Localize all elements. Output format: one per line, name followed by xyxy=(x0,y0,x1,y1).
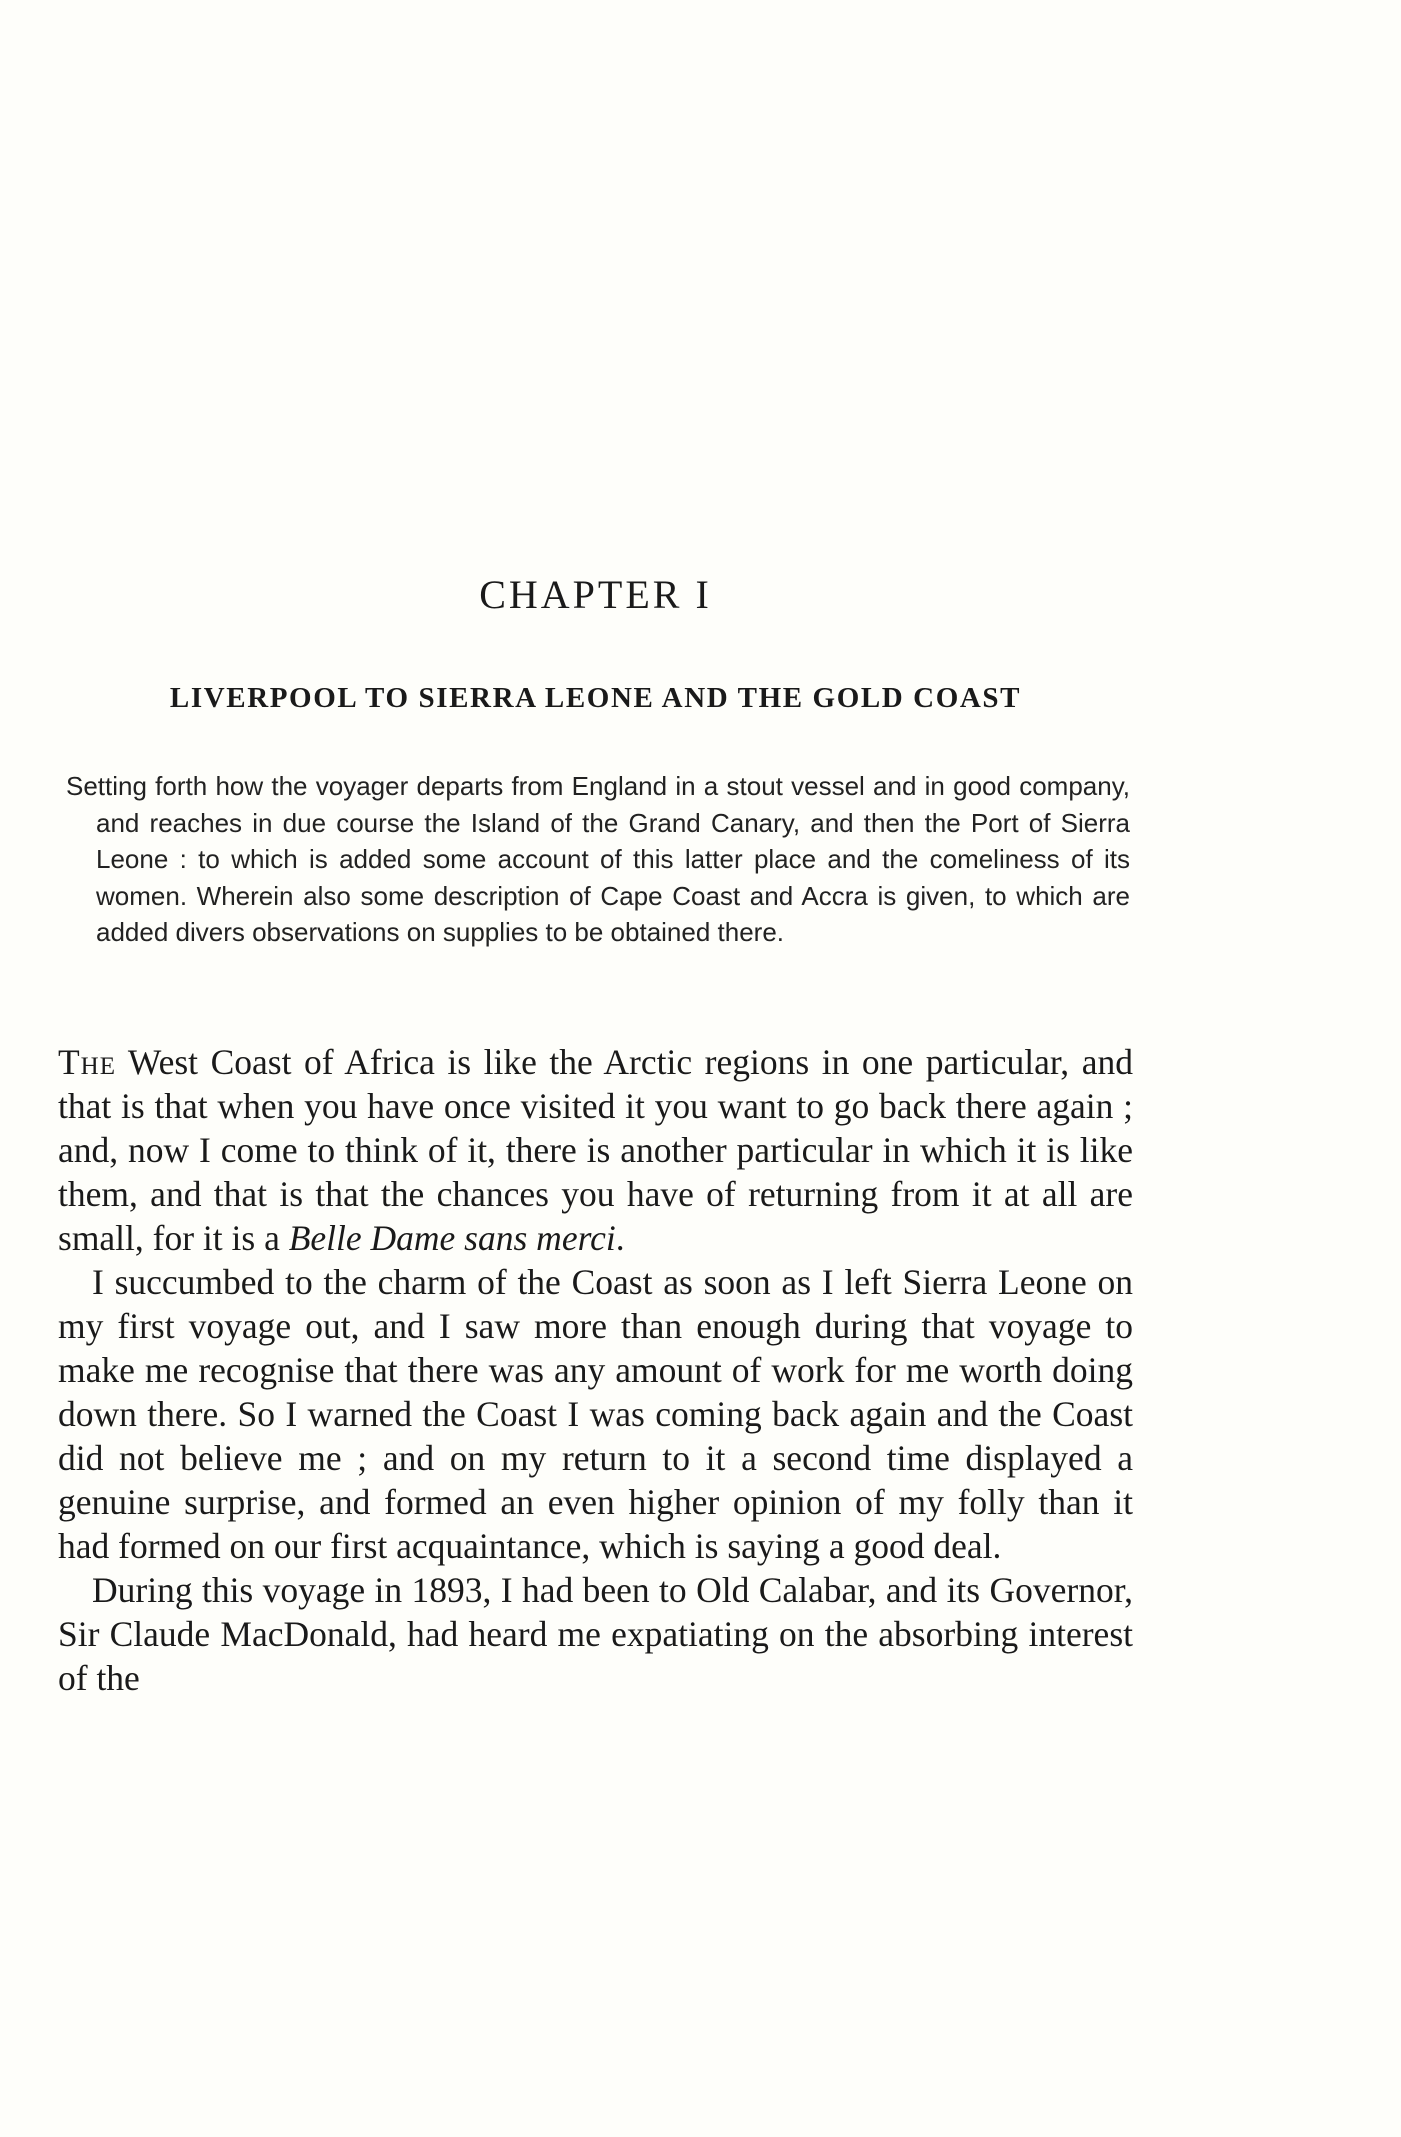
paragraph-2: I succumbed to the charm of the Coast as soon as I left Sierra Leone on my first voyage out, and I saw more than enough during that voyage to make me recognise that there was any amount of work for me worth doing down there. So I warned the Coast I was coming back again and the Coast did not believe me ; and on my return to it a second time displayed a genuine surprise, and formed an even higher opinion of my folly than it had formed on our first acquaintance, which is saying a good deal. xyxy=(58,1262,1133,1566)
paragraph-3: During this voyage in 1893, I had been to Old Calabar, and its Governor, Sir Claude MacDonald, had heard me expatiating on the absorbing interest of the xyxy=(58,1570,1133,1698)
italic-phrase: Belle Dame sans merci xyxy=(288,1218,616,1258)
paragraph-text: West Coast of Africa is like the Arctic regions in one particular, and that is that when you have once visited it you want to go back there again ; and, now I come to think of it, there is another particular in which it is like them, and that is that the chances you have of returning from it at all are small, for it is a xyxy=(58,1042,1133,1258)
chapter-subtitle: LIVERPOOL TO SIERRA LEONE AND THE GOLD COAST xyxy=(169,682,1022,714)
book-page xyxy=(58,0,1133,2137)
chapter-body xyxy=(58,1040,1133,1700)
paragraph-lead-word: The xyxy=(58,1042,117,1082)
chapter-title: CHAPTER I xyxy=(479,572,712,617)
paragraph-1 xyxy=(58,1040,1133,1260)
paragraph-tail: . xyxy=(615,1218,625,1258)
chapter-summary: Setting forth how the voyager departs from England in a stout vessel and in good company, and reaches in due course the Island of the Grand Canary, and then the Port of Sierra Leone : to which is added some account of this latter place and the comeliness of its women. Wherein also some description of Cape Coast and Accra is given, to which are added divers observations on supplies to be obtained there. xyxy=(66,771,1130,947)
